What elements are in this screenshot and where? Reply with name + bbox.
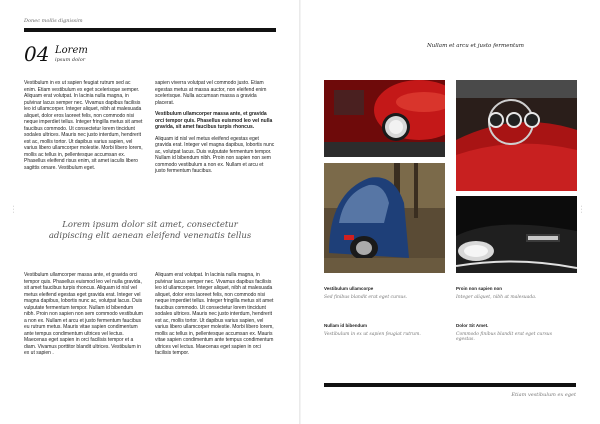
body-paragraph: Aliquam erat volutpat. In lacinia nulla magna, in pulvinar lacus semper nec. Vivamus dapibus facilisis leo id ullamcorper. Integer aliquet, nibh at malesuada aliquet, dolor eros laoreet felis, non commodo nisi neque imperdiet tellus. Integer fringilla metus sit amet faucibus commodo. Ut consectetur lorem tincidunt sodales ultrices. Mauris nec justo interdum, hendrerit est ac, mollis tortor. Ut dapibus varius sapien, vel varius libero ullamcorper molestie. Morbi libero lorem, mollis ac tellus in, pellentesque accumsan ex. Mauris vitae sapien condimentum ante tempus condimentum ultrices vel lectus. Maecenas eget sapien in orci facilisis tempor. <box>155 272 274 356</box>
body-paragraph-bold: Vestibulum ullamcorper massa ante, et gravida orci tempor quis. Phasellus euismod leo vel nulla gravida, sit amet faucibus turpis rhoncus. <box>155 111 273 130</box>
page-footer: Etiam vestibulum ex eget <box>511 392 576 398</box>
blue-car-image <box>324 163 445 273</box>
black-car-badge-image <box>456 196 577 273</box>
caption-body: Integer aliquet, nibh at malesuada. <box>456 294 537 300</box>
bottom-rule <box>324 383 576 387</box>
caption-title: Vestibulum ullamcorpe <box>324 286 374 291</box>
body-column-left-top <box>24 80 144 176</box>
right-page-header: Nullam et arcu et justo fermentum <box>426 43 524 49</box>
caption-body: Vestibulum in ex ut sapien feugiat rutrum. <box>324 331 421 337</box>
page-spine <box>299 0 301 424</box>
photo-blue-car <box>324 163 445 273</box>
running-head: Donec mollis dignissim <box>24 18 83 24</box>
body-paragraph: Vestibulum ullamcorper massa ante, et gravida orci tempor quis. Phasellus euismod leo vel nulla gravida, sit amet faucibus turpis rhoncus. Aliquam id nisl vel metus eleifend egestas eget gravida erat. Integer vel magna dapibus, lobortis nunc ac, volutpat lacus. Duis vulputate fermentum tempor. Nullam id bibendum nibh. Proin non sapien non sem commodo vestibulum a non ex. Nullam et arcu et justo fermentum faucibus eu rutrum metus. Mauris vitae sapien condimentum ante tempus condimentum ultrices vel lectus. Maecenas eget sapien in orci facilisis tempor et a diam. Vivamus porttitor blandit ultrices. Vestibulum in ex ut sapien . <box>24 272 143 356</box>
margin-dots-icon: • • • <box>581 204 583 214</box>
margin-dots-icon: • • • <box>13 204 15 214</box>
photo-caption <box>456 286 572 300</box>
body-paragraph: sapien viverra volutpat vel commodo justo. Etiam egestas metus at massa auctor, non eleifend enim scelerisque. Nulla accumsan massa a gravida placerat. <box>155 80 267 106</box>
photo-caption <box>324 323 440 337</box>
top-rule <box>24 28 276 32</box>
body-paragraph: Vestibulum in ex ut sapien feugiat rutrum sed ac enim. Etiam vestibulum ex eget scelerisque semper. Aliquam erat volutpat. In lacinia nulla magna, in pulvinar lacus semper nec. Vivamus dapibus facilisis leo id ullamcorper. Integer aliquet, nibh at malesuada aliquet, dolor eros laoreet felis, non commodo nisi neque imperdiet tellus. Integer fringilla metus sit amet faucibus commodo. Ut consectetur lorem tincidunt sodales ultrices. Mauris nec justo interdum, hendrerit est ac, mollis tortor. Ut dapibus varius sapien, vel varius libero ullamcorper molestie. Morbi libero lorem, mollis ac tellus in, pellentesque accumsan ex. Phasellus eleifend risus enim, sit amet iaculis libero sagittis ornare. Vestibulum eget. <box>24 80 143 171</box>
body-column-left-bottom <box>24 272 144 362</box>
chapter-title: Lorem <box>55 45 88 56</box>
photo-red-car-headlight <box>324 80 445 157</box>
caption-body: Commodo finibus blandit erat eget cursus egestas. <box>456 331 553 342</box>
caption-title: Proin non sapien non <box>456 286 502 291</box>
photo-black-car-badge <box>456 196 577 273</box>
caption-body: Sed finibus blandit erat eget cursus. <box>324 294 408 300</box>
chapter-number: 04 <box>24 42 50 66</box>
body-column-right-top <box>155 80 275 180</box>
car-dashboard-image <box>456 80 577 191</box>
red-car-headlight-image <box>324 80 445 157</box>
caption-title: Nullam id bibendum <box>324 323 368 328</box>
photo-caption <box>324 286 440 300</box>
pull-quote: Lorem ipsum dolor sit amet, consectetur adipiscing elit aenean eleifend venenatis tellus <box>48 220 252 241</box>
body-column-right-bottom <box>155 272 275 362</box>
chapter-subtitle: ipsum dolor <box>55 57 86 63</box>
photo-car-dashboard <box>456 80 577 191</box>
caption-title: Dolor Sit Amet. <box>456 323 489 328</box>
body-paragraph: Aliquam id nisl vel metus eleifend egestas eget gravida erat. Integer vel magna dapibus, lobortis nunc ac, volutpat lacus. Duis vulputate fermentum tempor. Nullam id bibendum nibh. Proin non sapien non sem commodo vestibulum a non ex. Nullam et arcu et justo fermentum faucibus. <box>155 135 275 174</box>
photo-caption <box>456 323 572 343</box>
